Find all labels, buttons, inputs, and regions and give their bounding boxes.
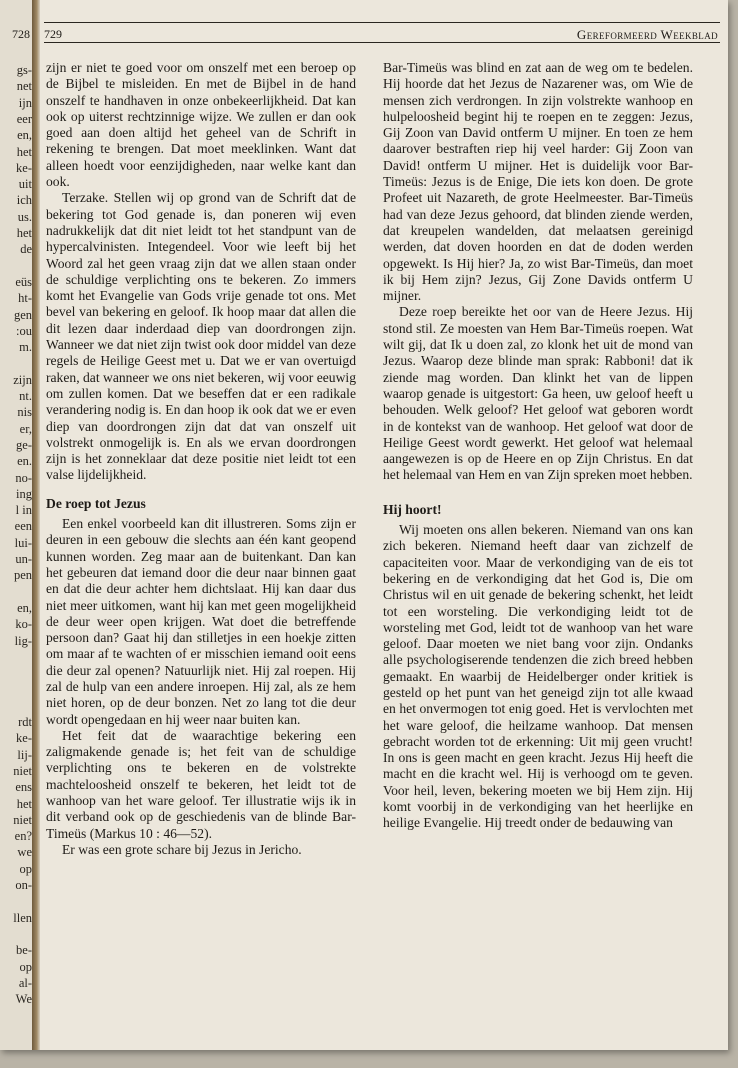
strip-fragment: niet [13,763,32,778]
paragraph: Bar-Timeüs was blind en zat aan de weg om te bedelen. Hij hoorde dat het Jezus de Nazarener was, om Wie de mensen zich verdrongen. In zijn volstrekte wanhoop en hulpeloosheid begint hij te roepen en te zeggen: Jezus, Gij Zoon van David ontferm U mijner. En toen ze hem daarover bestraften riep hij veel harder: Gij Zoon van David! ontferm U mijner. Het is duidelijk voor Bar-Timeüs: Jezus is de Enige, Die iets kon doen. De grote Profeet uit Nazareth, de grote Heelmeester. Bar-Timeüs had van deze Jezus gehoord, dat blinden ziende werden, dat kreupelen wandelden, dat melaatsen gereinigd werden, dat doven hoorden en dat de doden werden opgewekt. Is Hij hier? Ja, zo wist Bar-Timeüs, dan moet ik bij Hem zijn? Jezus, Gij Zone Davids ontferm U mijner. [383,60,693,304]
paragraph: Een enkel voorbeeld kan dit illustreren. Soms zijn er deuren in een gebouw die slechts aan één kant geopend kunnen worden. Zeg maar aan de buitenkant. Dan kan het gebeuren dat iemand door die deur naar binnen gaat en dat die deur achter hem dichtslaat. Hij kan daar dus niet meer uitkomen, want hij kan met geen mogelijkheid de deur weer open krijgen. Wat doet die betreffende persoon dan? Gaat hij dan stilletjes in een hoekje zitten om maar af te wachten of er misschien iemand ooit eens die deur zal openen? Natuurlijk niet. Hij zal roepen. Hij zal de hulp van een andere inroepen. Hij zal, als ze hem niet horen, op de deur bonzen. Net zo lang tot die deur wordt opengedaan en hij weer naar buiten kan. [46,516,356,727]
publication-title: Gereformeerd Weekblad [576,27,718,42]
strip-fragment: en? [14,829,32,844]
strip-fragment: We [15,992,32,1007]
page-number: 729 [44,27,62,41]
paragraph: Er was een grote schare bij Jezus in Jericho. [62,841,302,857]
strip-fragment: rdt [18,715,32,729]
strip-fragment: ke- [16,731,32,746]
page-header [44,24,720,43]
strip-fragment: er, [19,421,32,436]
strip-fragment: uit [18,177,32,192]
page-gutter [32,0,40,1050]
strip-fragment: on- [15,878,32,892]
paragraph: Het feit dat de waarachtige bekering een zaligmakende genade is; het feit van de schuldige verplichting ons te bekeren en de volstrekte machteloosheid onszelf te bekeren, het leidt tot de wanhoop van het ware geloof. Ter illustratie wijs ik in dit verband ook op de geschiedenis van de blinde Bar-Timeüs (Markus 10 : 46—52). [46,727,356,841]
strip-fragment: us. [17,209,32,224]
right-column [383,60,693,832]
strip-fragment: ing [16,486,32,501]
strip-fragment: ht- [18,291,32,306]
strip-fragment: en. [17,454,32,469]
strip-fragment: l in [15,503,32,518]
strip-fragment: eüs [15,274,32,289]
strip-fragment: ens [15,780,32,795]
left-column [46,60,356,858]
strip-fragment: pen [13,568,32,583]
strip-fragment: un- [15,552,32,566]
strip-fragment: al- [18,975,32,990]
strip-fragment: gs- [16,63,32,77]
strip-fragment: en, [17,128,32,143]
strip-fragment: lig- [14,633,32,648]
strip-fragment: op [19,861,32,876]
strip-fragment: ke- [16,160,32,175]
strip-fragment: het [16,796,32,811]
strip-fragment: ich [16,193,32,208]
previous-page-number: 728 [12,27,30,41]
section-heading: Hij hoort! [383,501,442,517]
strip-fragment: ge- [16,437,32,452]
strip-fragment: be- [16,943,32,958]
strip-fragment: llen [13,910,32,925]
paragraph: Deze roep bereikte het oor van de Heere Jezus. Hij stond stil. Ze moesten van Hem Bar-Timeüs roepen. Wat wilt gij, dat Ik u doen zal, zo klonk het uit de mond van Jezus. Waarop deze blinde man sprak: Rabboni! dat ik ziende mag worden. Dan klinkt het van de lippen waarop genade is uitgestort: Ga heen, uw geloof heeft u behouden. Welk geloof? Het geloof wat geboren wordt in de kontekst van de wanhoop. Het geloof wat door de Heilige Geest wordt gewerkt. Het geloof wat helemaal aangewezen is op de Heere en op Zijn Christus. En dat het helemaal van Hem en van Zijn spreken moet hebben. [383,304,693,483]
strip-fragment: eer [16,111,32,126]
previous-page-strip [0,0,32,1050]
strip-fragment: niet [13,812,32,827]
strip-fragment: no- [15,470,32,485]
strip-fragment: nt. [19,389,32,403]
strip-fragment: de [20,242,32,257]
strip-fragment: het [16,144,32,159]
strip-fragment: ko- [15,617,32,632]
strip-fragment: lij- [17,747,32,762]
strip-fragment: het [16,226,32,240]
strip-fragment: een [14,519,32,534]
strip-fragment: en, [17,600,32,615]
paragraph: zijn er niet te goed voor om onszelf met een beroep op de Bijbel te misleiden. En met de Bijbel in de hand onszelf te handhaven in onze onbekeerlijkheid. Dat kan ook op uiterst rechtzinnige wijze. We zullen er dan ook goed aan doen altijd het geheel van de Schrift in rekening te brengen. Dat moet meeklinken. Want dat alleen hoedt voor eenzijdigheden, naar welke kant dan ook. [46,60,356,190]
header-top-rule [44,22,720,23]
strip-fragment: we [17,845,32,860]
section-heading: De roep tot Jezus [46,495,146,511]
paragraph: Wij moeten ons allen bekeren. Niemand van ons kan zich bekeren. Niemand heeft daar van zichzelf de capaciteiten voor. Maar de verkondiging van de eis tot bekering en de verkondiging dat het God is, Die om Christus wil en uit genade de bekering schenkt, het leidt tot een worsteling. Die verkondiging leidt tot de worsteling met God, leidt tot de wanhoop van het ware geloof. Daar moeten we niet bang voor zijn. Ondanks alle psychologiserende tendenzen die zich breed hebben gemaakt. En waarbij de Heidelberger onder kritiek is gesteld op het punt van het geneigd zijn tot alle kwaad en het onvermogen tot enig goed. Het is vervlochten met het ware geloof, die heilzame wanhoop. Dat mensen gebracht worden tot de erkenning: Uit mij geen vrucht! In ons is geen macht en geen kracht. Jezus Hij heeft die macht en die kracht wel. Hij is verhoogd om te geven. Voor heil, leven, bekering moeten we bij Hem zijn. Hij komt voorbij in de verkondiging van het heerlijke en heilige Evangelie. Hij treedt onder de bedauwing van [383,522,693,831]
strip-fragment: gen [13,307,32,322]
strip-fragment: net [16,79,32,94]
strip-fragment: zijn [13,372,32,387]
strip-fragment: op [19,959,32,974]
strip-fragment: lui- [14,535,32,550]
strip-fragment: :ou [16,323,32,338]
strip-fragment: ijn [18,95,32,110]
strip-fragment: nis [17,405,32,420]
paragraph: Terzake. Stellen wij op grond van de Schrift dat de bekering tot God genade is, dan poneren wij even nadrukkelijk dat dit niet leidt tot het standpunt van de hypercalvinisten. Integendeel. Voor wie leeft bij het Woord zal het geen vraag zijn dat we allen staan onder de schuldige verplichting ons te bekeren. Zo immers komt het Evangelie van Gods vrije genade tot ons. Met bevel van bekering en geloof. Ik hoop maar dat allen die dit lezen daar inderdaad diep van doordrongen zijn. Wanneer we dat niet zijn twist ook door middel van deze regels de Heilige Geest met u. Dat we er van overtuigd raken, dat wanneer we ons niet bekeren, wij voor eeuwig om zullen komen. Dat we beseffen dat er een radikale verandering nodig is. En dan hoop ik ook dat we er even diep van doordrongen zijn dat dat van onszelf uit volstrekt onmogelijk is. En als we ervan doordrongen zijn is het zonneklaar dat deze positie niet leidt tot een valse lijdelijkheid. [46,190,356,483]
strip-fragment: m. [19,340,32,355]
